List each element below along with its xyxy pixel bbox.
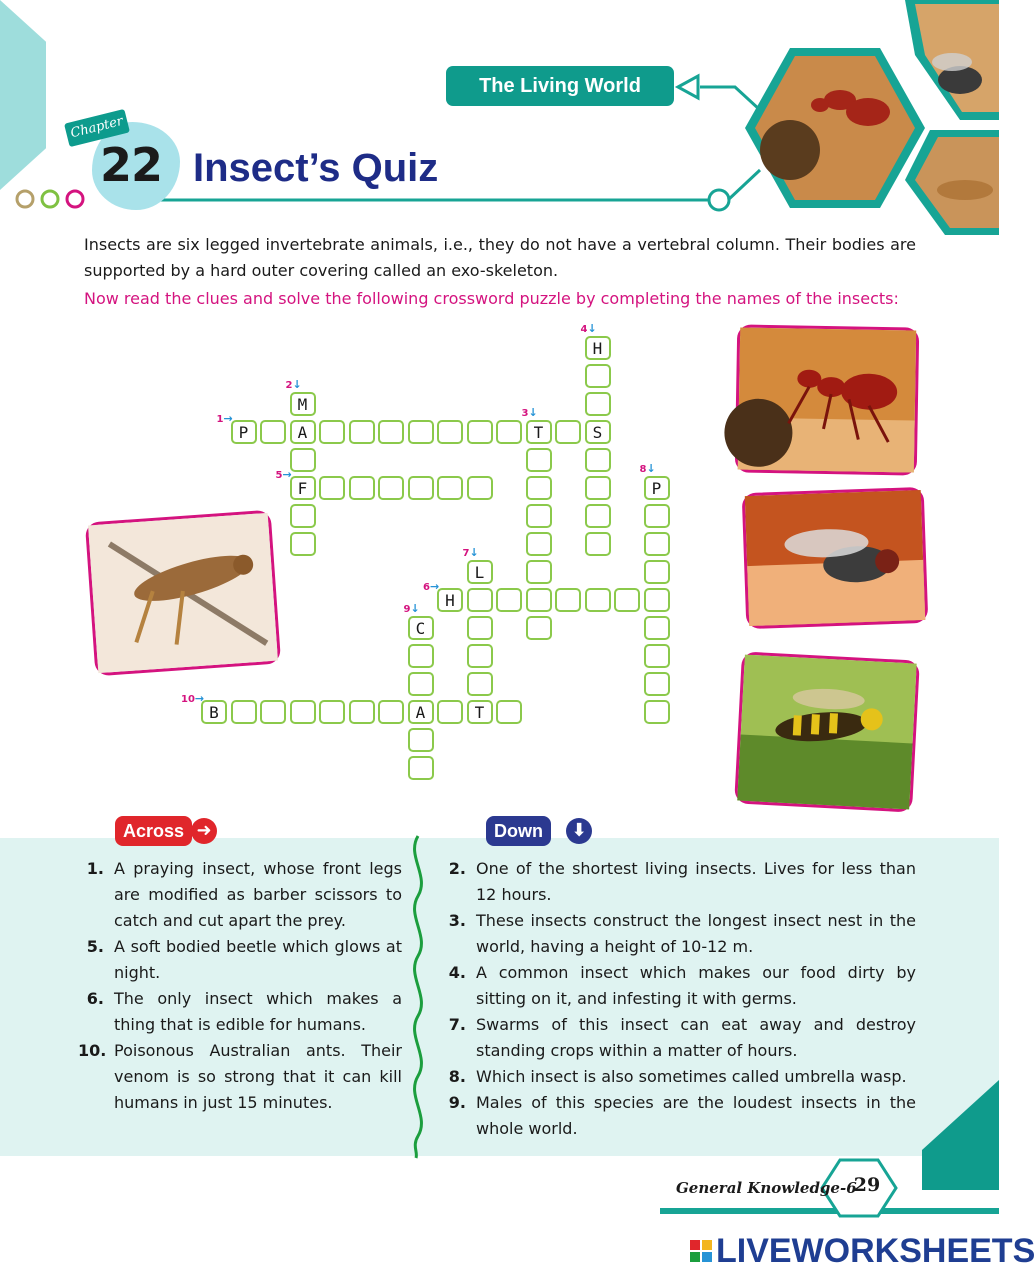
crossword-cell[interactable] <box>526 448 552 472</box>
crossword-cell-prefilled[interactable]: P <box>231 420 257 444</box>
crossword-cell[interactable] <box>585 532 611 556</box>
crossword-cell[interactable] <box>231 700 257 724</box>
crossword-cell[interactable] <box>467 616 493 640</box>
crossword-cell[interactable] <box>614 588 640 612</box>
crossword-cell[interactable] <box>437 420 463 444</box>
crossword-cell[interactable] <box>467 588 493 612</box>
crossword-cell[interactable] <box>349 700 375 724</box>
list-item: 2. One of the shortest living insects. Lives for less than 12 hours. <box>448 859 916 904</box>
crossword-cell[interactable] <box>644 700 670 724</box>
crossword-cell-prefilled[interactable]: T <box>467 700 493 724</box>
crossword-cell-prefilled[interactable]: T <box>526 420 552 444</box>
crossword-cell[interactable] <box>496 588 522 612</box>
crossword-cell[interactable] <box>437 700 463 724</box>
crossword-cell[interactable] <box>378 476 404 500</box>
page-number: 29 <box>853 1174 881 1196</box>
crossword-cell[interactable] <box>526 476 552 500</box>
crossword-cell[interactable] <box>467 644 493 668</box>
clue-number-10: 10→ <box>181 692 205 705</box>
clue-number-1: 1→ <box>216 412 233 425</box>
crossword-cell[interactable] <box>290 448 316 472</box>
crossword-cell[interactable] <box>585 448 611 472</box>
crossword-cell[interactable] <box>555 420 581 444</box>
crossword-cell[interactable] <box>349 476 375 500</box>
crossword-cell[interactable] <box>585 364 611 388</box>
crossword-cell[interactable] <box>526 616 552 640</box>
crossword-cell-prefilled[interactable]: C <box>408 616 434 640</box>
chapter-tag: Chapter <box>64 109 130 147</box>
crossword-cell[interactable] <box>496 700 522 724</box>
ant-photo <box>735 324 920 475</box>
crossword-cell-prefilled[interactable]: L <box>467 560 493 584</box>
list-item: 10. Poisonous Australian ants. Their venom is so strong that it can kill humans in just 15 minutes. <box>78 1041 402 1112</box>
crossword-cell[interactable] <box>526 532 552 556</box>
list-item: 8. Which insect is also sometimes called umbrella wasp. <box>448 1067 907 1086</box>
crossword-cell[interactable] <box>585 476 611 500</box>
crossword-cell-prefilled[interactable]: P <box>644 476 670 500</box>
crossword-cell-prefilled[interactable]: M <box>290 392 316 416</box>
wavy-divider <box>400 836 430 1158</box>
crossword-cell-prefilled[interactable]: F <box>290 476 316 500</box>
list-item: 4. A common insect which makes our food dirty by sitting on it, and infesting it with germs. <box>448 963 916 1008</box>
liveworksheets-watermark: LIVEWORKSHEETS <box>716 1232 1035 1270</box>
list-item: 9. Males of this species are the loudest insects in the whole world. <box>448 1093 916 1138</box>
crossword-cell[interactable] <box>496 420 522 444</box>
clue-number-7: 7↓ <box>462 546 479 559</box>
crossword-cell-prefilled[interactable]: A <box>290 420 316 444</box>
down-heading: Down <box>486 816 551 846</box>
crossword-cell[interactable] <box>319 420 345 444</box>
crossword-cell-prefilled[interactable]: H <box>585 336 611 360</box>
crossword-cell[interactable] <box>408 756 434 780</box>
crossword-cell[interactable] <box>644 644 670 668</box>
page-title: Insect’s Quiz <box>193 146 439 190</box>
crossword-cell-prefilled[interactable]: A <box>408 700 434 724</box>
crossword-cell[interactable] <box>644 560 670 584</box>
crossword-cell[interactable] <box>644 532 670 556</box>
liveworksheets-logo-icon <box>690 1240 712 1262</box>
clue-number-4: 4↓ <box>580 322 597 335</box>
crossword-cell-prefilled[interactable]: S <box>585 420 611 444</box>
clue-number-8: 8↓ <box>639 462 656 475</box>
crossword-cell[interactable] <box>644 672 670 696</box>
arrow-right-icon: ➜ <box>191 818 217 844</box>
crossword-cell[interactable] <box>526 560 552 584</box>
crossword-cell[interactable] <box>378 700 404 724</box>
chapter-number: 22 <box>100 138 163 192</box>
crossword-cell[interactable] <box>319 476 345 500</box>
crossword-cell[interactable] <box>408 644 434 668</box>
crossword-cell[interactable] <box>408 476 434 500</box>
crossword-cell[interactable] <box>467 672 493 696</box>
crossword-cell[interactable] <box>467 476 493 500</box>
crossword-cell[interactable] <box>437 476 463 500</box>
clue-number-2: 2↓ <box>285 378 302 391</box>
crossword-cell-prefilled[interactable]: B <box>201 700 227 724</box>
clue-number-9: 9↓ <box>403 602 420 615</box>
crossword-cell[interactable] <box>319 700 345 724</box>
crossword-cell[interactable] <box>290 532 316 556</box>
list-item: 5. A soft bodied beetle which glows at night. <box>86 937 402 982</box>
crossword-cell[interactable] <box>408 672 434 696</box>
crossword-cell[interactable] <box>408 728 434 752</box>
list-item: 3. These insects construct the longest insect nest in the world, having a height of 10-12 m. <box>448 911 916 956</box>
wasp-photo <box>734 651 920 812</box>
clue-number-3: 3↓ <box>521 406 538 419</box>
crossword-cell[interactable] <box>378 420 404 444</box>
book-title: General Knowledge-6 <box>676 1179 857 1197</box>
crossword-cell[interactable] <box>467 420 493 444</box>
crossword-cell[interactable] <box>526 588 552 612</box>
crossword-cell[interactable] <box>644 616 670 640</box>
crossword-cell[interactable] <box>644 504 670 528</box>
crossword-cell[interactable] <box>260 700 286 724</box>
crossword-cell[interactable] <box>526 504 552 528</box>
across-heading: Across <box>115 816 192 846</box>
crossword-cell[interactable] <box>290 700 316 724</box>
crossword-cell[interactable] <box>585 588 611 612</box>
list-item: 6. The only insect which makes a thing that is edible for humans. <box>86 989 402 1034</box>
list-item: 1. A praying insect, whose front legs are modified as barber scissors to catch and cut apart the prey. <box>86 859 402 930</box>
list-item: 7. Swarms of this insect can eat away and destroy standing crops within a matter of hours. <box>448 1015 916 1060</box>
across-clues <box>78 856 402 1116</box>
down-clues <box>440 856 916 1142</box>
fly-photo <box>742 487 929 629</box>
crossword-cell[interactable] <box>644 588 670 612</box>
crossword-cell[interactable] <box>408 420 434 444</box>
crossword-cell[interactable] <box>260 420 286 444</box>
locust-photo <box>85 510 281 677</box>
intro-text: Insects are six legged invertebrate animals, i.e., they do not have a vertebral column. Their bodies are supported by a hard outer covering called an exo-skeleton. <box>84 235 916 280</box>
section-banner: The Living World <box>446 66 674 106</box>
crossword-cell[interactable] <box>555 588 581 612</box>
crossword-cell[interactable] <box>585 504 611 528</box>
clue-number-5: 5→ <box>275 468 292 481</box>
crossword-cell[interactable] <box>290 504 316 528</box>
instruction-text: Now read the clues and solve the following crossword puzzle by completing the names of the insects: <box>84 289 899 308</box>
crossword-cell-prefilled[interactable]: H <box>437 588 463 612</box>
arrow-down-icon: ⬇ <box>566 818 592 844</box>
crossword-cell[interactable] <box>349 420 375 444</box>
crossword-cell[interactable] <box>585 392 611 416</box>
clue-number-6: 6→ <box>423 580 440 593</box>
